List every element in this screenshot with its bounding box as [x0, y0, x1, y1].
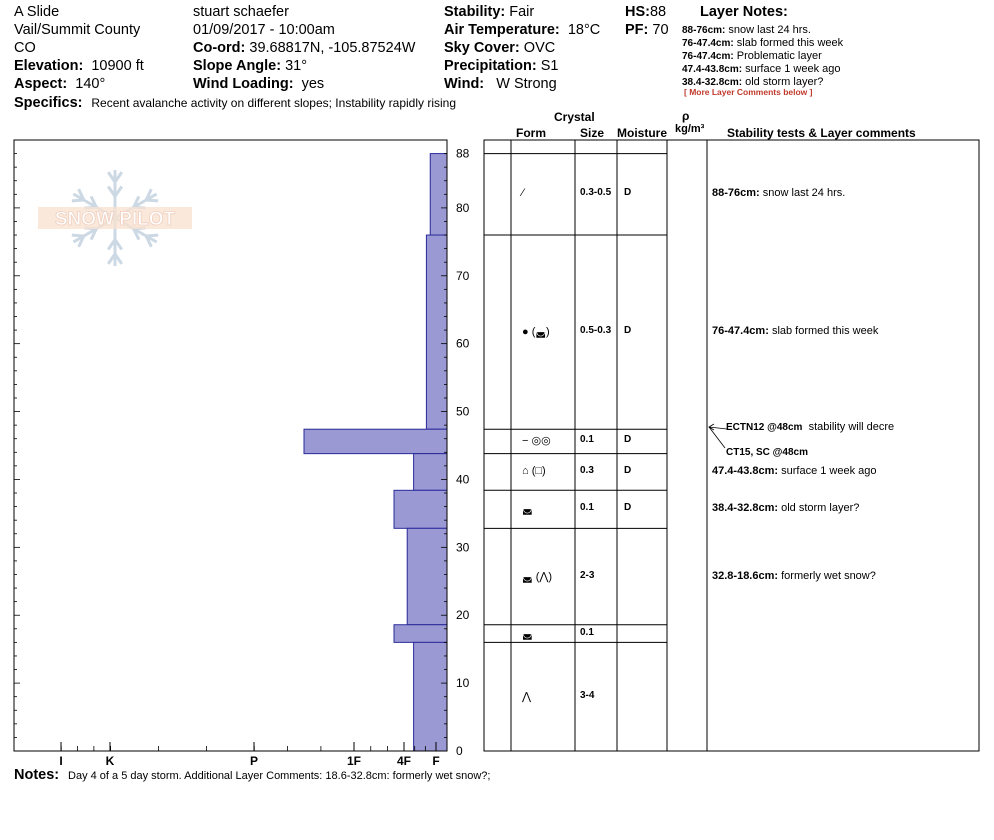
- test-1-note: stability will decre: [808, 421, 895, 433]
- stability-value: Fair: [509, 4, 535, 20]
- elevation-value: 10900 ft: [91, 58, 144, 74]
- stability-test-2: [726, 442, 808, 460]
- layer-comment: [712, 465, 877, 477]
- form-header: Form: [516, 126, 546, 140]
- snowpilot-logo: [38, 170, 192, 266]
- layer-comment: [712, 570, 876, 582]
- layer-crystal-size: 0.1: [580, 434, 594, 446]
- test-2-label: CT15, SC @48cm: [726, 447, 809, 458]
- notes-value: Day 4 of a 5 day storm. Additional Layer Comments: 18.6-32.8cm: formerly wet snow?;: [68, 770, 491, 782]
- pf-value: 70: [652, 22, 669, 38]
- layer-comment-range: 38.4-32.8cm:: [712, 502, 779, 515]
- layer-note-text: snow last 24 hrs.: [728, 24, 811, 36]
- layer-note-text: Problematic layer: [736, 50, 822, 62]
- height-tick-label: 0: [456, 744, 463, 758]
- layer-note-range: 88-76cm:: [682, 25, 726, 36]
- height-tick-label: 80: [456, 200, 470, 215]
- aspect-value: 140°: [75, 76, 106, 92]
- layer-note-range: 47.4-43.8cm:: [682, 64, 743, 75]
- specifics-value: Recent avalanche activity on different slopes; Instability rapidly rising: [91, 96, 457, 110]
- elevation-label: Elevation:: [14, 58, 84, 74]
- notes: [14, 766, 490, 784]
- stability-test-arrows: [709, 424, 727, 448]
- layer-notes-title: Layer Notes:: [700, 4, 788, 20]
- height-tick-label: 20: [456, 608, 470, 623]
- layer-crystal-size: 2-3: [580, 569, 595, 581]
- layer-note-text: surface 1 week ago: [745, 63, 841, 75]
- layer-comment-range: 32.8-18.6cm:: [712, 569, 779, 582]
- site-region: Vail/Summit County: [14, 22, 141, 38]
- layer-comment: [712, 502, 859, 514]
- height-tick-label: 30: [456, 540, 470, 555]
- layer-comment-text: surface 1 week ago: [781, 464, 877, 477]
- slope-label: Slope Angle:: [193, 58, 282, 74]
- logo-text: SNOW PILOT: [54, 209, 176, 230]
- moisture-header: Moisture: [617, 126, 668, 140]
- layer-moisture: D: [624, 187, 632, 199]
- hs-value: 88: [649, 4, 667, 20]
- hardness-tick-label: K: [105, 754, 115, 768]
- hs-label: HS:: [625, 4, 650, 20]
- layer-crystal-form: ⋀: [522, 690, 532, 703]
- site-state: CO: [14, 40, 36, 56]
- stability-test-1: [726, 421, 894, 433]
- layer-crystal-form: − ◎◎: [522, 435, 551, 448]
- layer-comment-text: slab formed this week: [771, 325, 879, 338]
- hardness-bar: [414, 454, 447, 491]
- layer-crystal-size: 0.5-0.3: [580, 325, 612, 337]
- layer-crystal-form: ⌂ (□): [522, 464, 546, 477]
- hardness-tick-label: F: [432, 754, 440, 768]
- pf-label: PF:: [625, 22, 649, 38]
- hardness-bar: [394, 625, 447, 643]
- specifics-label: Specifics:: [14, 95, 83, 111]
- comments-header: Stability tests & Layer comments: [727, 126, 916, 140]
- layer-moisture: D: [624, 325, 632, 337]
- layer-crystal-form: ◛: [522, 627, 533, 640]
- layer-crystal-form: ⁄: [522, 187, 524, 200]
- layer-comment: [712, 325, 878, 337]
- datetime: 01/09/2017 - 10:00am: [193, 22, 335, 38]
- layer-crystal-form: ● (◛): [522, 326, 550, 339]
- precip-label: Precipitation:: [444, 58, 537, 74]
- layer-crystal-form: ◛ (⋀): [522, 570, 553, 583]
- layer-note-range: 76-47.4cm:: [682, 51, 734, 62]
- layer-comment-range: 88-76cm:: [712, 187, 760, 200]
- density-unit-header: kg/m³: [675, 123, 705, 135]
- height-tick-label: 10: [456, 676, 470, 691]
- layer-moisture: D: [624, 434, 632, 446]
- precip-value: S1: [540, 58, 559, 74]
- layer-comment-text: old storm layer?: [781, 502, 860, 515]
- hardness-tick-label: P: [249, 754, 259, 768]
- hardness-bar: [414, 642, 447, 751]
- stability-label: Stability:: [444, 4, 506, 20]
- sky-label: Sky Cover:: [444, 40, 520, 56]
- layer-comment-text: formerly wet snow?: [781, 569, 876, 582]
- layer-crystal-size: 3-4: [580, 689, 595, 701]
- height-tick-label: 60: [456, 336, 470, 351]
- aspect-label: Aspect:: [14, 76, 68, 92]
- slope-value: 31°: [285, 58, 308, 74]
- layer-crystal-size: 0.3: [580, 464, 594, 476]
- wind-label: Wind:: [444, 76, 485, 92]
- layer-comment-text: snow last 24 hrs.: [762, 187, 846, 200]
- sky-value: OVC: [523, 40, 556, 56]
- height-tick-label: 70: [456, 268, 470, 283]
- layer-note-range: 76-47.4cm:: [682, 38, 734, 49]
- height-tick-label: 88: [456, 146, 470, 161]
- hardness-bar: [407, 528, 447, 624]
- hardness-bar: [304, 429, 447, 453]
- wind-loading-value: yes: [301, 76, 325, 92]
- layer-moisture: D: [624, 502, 632, 514]
- rho-header: ρ: [682, 109, 690, 123]
- hardness-axis: [59, 742, 439, 768]
- hardness-bar: [394, 490, 447, 528]
- layer-crystal-size: 0.3-0.5: [580, 187, 612, 199]
- layer-comment: [712, 187, 845, 199]
- layer-moisture: D: [624, 464, 632, 476]
- coord-label: Co-ord:: [193, 40, 246, 56]
- crystal-header: Crystal: [554, 110, 595, 124]
- air-temp-value: 18°C: [567, 22, 601, 38]
- layer-crystal-form: ◛: [522, 503, 533, 516]
- hardness-bar: [426, 235, 447, 429]
- layer-comment-range: 47.4-43.8cm:: [712, 464, 779, 477]
- hardness-bars: [304, 154, 447, 751]
- layer-note-text: slab formed this week: [736, 37, 844, 49]
- hardness-tick-label: I: [59, 754, 63, 768]
- observer: stuart schaefer: [193, 4, 289, 20]
- hardness-tick-label: 4F: [396, 754, 412, 768]
- notes-label: Notes:: [14, 767, 60, 783]
- size-header: Size: [580, 126, 605, 140]
- layer-comment-range: 76-47.4cm:: [712, 325, 769, 338]
- hardness-tick-label: 1F: [346, 754, 362, 768]
- wind-loading-label: Wind Loading:: [193, 76, 294, 92]
- test-1-label: ECTN12 @48cm: [726, 422, 803, 433]
- layer-crystal-size: 0.1: [580, 626, 594, 638]
- height-tick-label: 50: [456, 404, 470, 419]
- layer-note-text: old storm layer?: [745, 76, 824, 88]
- site-name: A Slide: [14, 4, 60, 20]
- more-layer-comments-link[interactable]: [ More Layer Comments below ]: [684, 87, 813, 97]
- height-tick-label: 40: [456, 472, 470, 487]
- layer-crystal-size: 0.1: [580, 502, 594, 514]
- coord-value: 39.68817N, -105.87524W: [249, 40, 416, 56]
- air-temp-label: Air Temperature:: [444, 22, 560, 38]
- layer-note-range: 38.4-32.8cm:: [682, 77, 743, 88]
- wind-value: W Strong: [496, 76, 557, 92]
